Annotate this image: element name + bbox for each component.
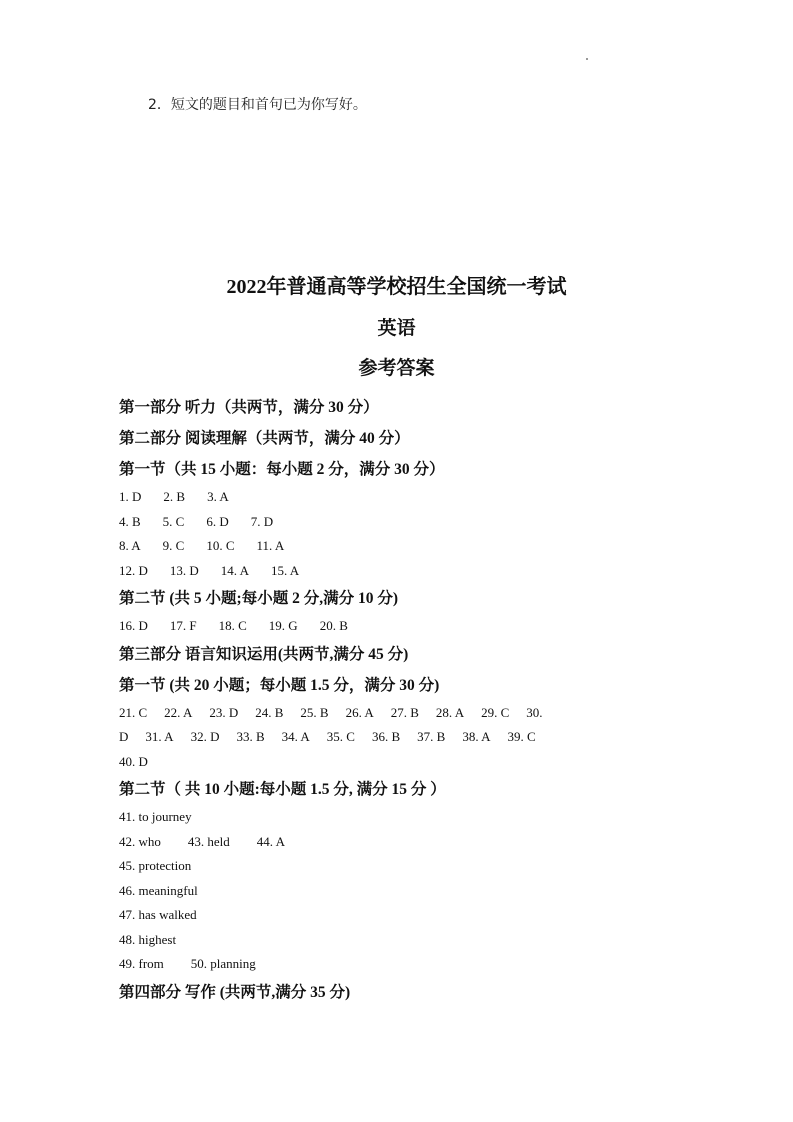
part2-section1-heading: 第一节（共 15 小题：每小题 2 分，满分 30 分）	[119, 461, 445, 478]
part3-section2-heading: 第二节（ 共 10 小题:每小题 1.5 分, 满分 15 分 ）	[119, 781, 446, 798]
answer-row	[119, 614, 679, 639]
answer-item: 13. D	[169, 562, 199, 578]
answer-item: 48. highest	[119, 931, 177, 947]
answer-item: 1. D	[119, 489, 142, 504]
answer-item: 32. D	[190, 729, 220, 744]
answer-item: 12. D	[119, 562, 148, 578]
answer-item: 43. held	[187, 833, 230, 849]
answer-item: 44. A	[256, 833, 285, 849]
answer-item: 25. B	[300, 704, 329, 720]
answer-item: 19. G	[268, 618, 298, 633]
answer-item: 7. D	[250, 513, 274, 529]
answer-item: 30.	[526, 704, 543, 720]
answer-row	[119, 928, 679, 953]
answer-item: 40. D	[119, 753, 148, 769]
answer-row	[119, 534, 679, 559]
answer-item: 35. C	[326, 729, 355, 744]
answer-item: 10. C	[206, 538, 235, 553]
answer-item: 27. B	[390, 704, 419, 720]
answer-item: 49. from	[119, 956, 164, 971]
answer-row	[119, 805, 679, 830]
answer-item: 2. B	[163, 489, 186, 504]
answer-item: 22. A	[164, 704, 193, 720]
answer-item: 50. planning	[190, 956, 256, 971]
answer-item: D	[119, 729, 129, 744]
answer-item: 26. A	[345, 704, 374, 720]
answer-item: 28. A	[435, 704, 465, 720]
answer-item: 45. protection	[119, 858, 192, 873]
answer-item: 24. B	[255, 704, 284, 720]
answer-row	[119, 903, 679, 928]
answer-row	[119, 701, 679, 726]
answer-item: 15. A	[270, 562, 300, 578]
answer-row	[119, 485, 679, 510]
answer-item: 37. B	[417, 729, 446, 744]
answer-row	[119, 559, 679, 584]
answer-item: 42. who	[119, 833, 161, 849]
answer-item: 20. B	[319, 618, 348, 633]
answer-item: 47. has walked	[119, 907, 197, 922]
subject-title: 英语	[377, 318, 416, 339]
answer-item: 39. C	[507, 729, 536, 744]
answer-item: 21. C	[119, 704, 148, 720]
answer-item: 4. B	[119, 513, 141, 529]
part1-heading: 第一部分 听力（共两节，满分 30 分）	[119, 399, 379, 416]
answer-item: 46. meaningful	[119, 882, 198, 898]
answer-item: 36. B	[371, 729, 401, 744]
answer-item: 6. D	[206, 513, 229, 529]
writing-note: 2．短文的题目和首句已为你写好。	[148, 97, 367, 113]
part2-heading: 第二部分 阅读理解（共两节，满分 40 分）	[119, 430, 410, 447]
answer-item: 33. B	[236, 729, 265, 744]
answer-item: 29. C	[481, 704, 510, 720]
answer-item: 38. A	[462, 729, 491, 744]
part3-section1-heading: 第一节 (共 20 小题；每小题 1.5 分，满分 30 分)	[119, 676, 440, 694]
answer-item: 16. D	[119, 618, 148, 633]
doc-type-title: 参考答案	[358, 358, 435, 379]
scan-dot	[586, 58, 588, 60]
answer-item: 8. A	[119, 538, 141, 553]
answer-item: 11. A	[256, 538, 285, 553]
answer-item: 34. A	[281, 729, 310, 744]
answer-item: 17. F	[169, 618, 197, 633]
answer-row	[119, 879, 679, 904]
part2-section2-heading: 第二节 (共 5 小题;每小题 2 分,满分 10 分)	[119, 590, 398, 607]
exam-title: 2022年普通高等学校招生全国统一考试	[226, 276, 567, 298]
answer-row	[119, 510, 679, 535]
answer-row	[119, 854, 679, 879]
answer-item: 14. A	[220, 562, 249, 578]
answer-item: 5. C	[162, 513, 185, 529]
answer-row	[119, 952, 679, 977]
answer-item: 18. C	[218, 618, 247, 633]
answer-content	[119, 392, 679, 1008]
answer-row	[119, 830, 679, 855]
answer-item: 31. A	[145, 729, 174, 744]
answer-row	[119, 725, 679, 750]
answer-item: 23. D	[209, 704, 239, 720]
answer-item: 41. to journey	[119, 809, 192, 824]
answer-item: 3. A	[207, 489, 229, 504]
part4-heading: 第四部分 写作 (共两节,满分 35 分)	[119, 983, 351, 1001]
answer-row	[119, 750, 679, 775]
answer-item: 9. C	[162, 538, 185, 553]
part3-heading: 第三部分 语言知识运用(共两节,满分 45 分)	[119, 645, 409, 663]
